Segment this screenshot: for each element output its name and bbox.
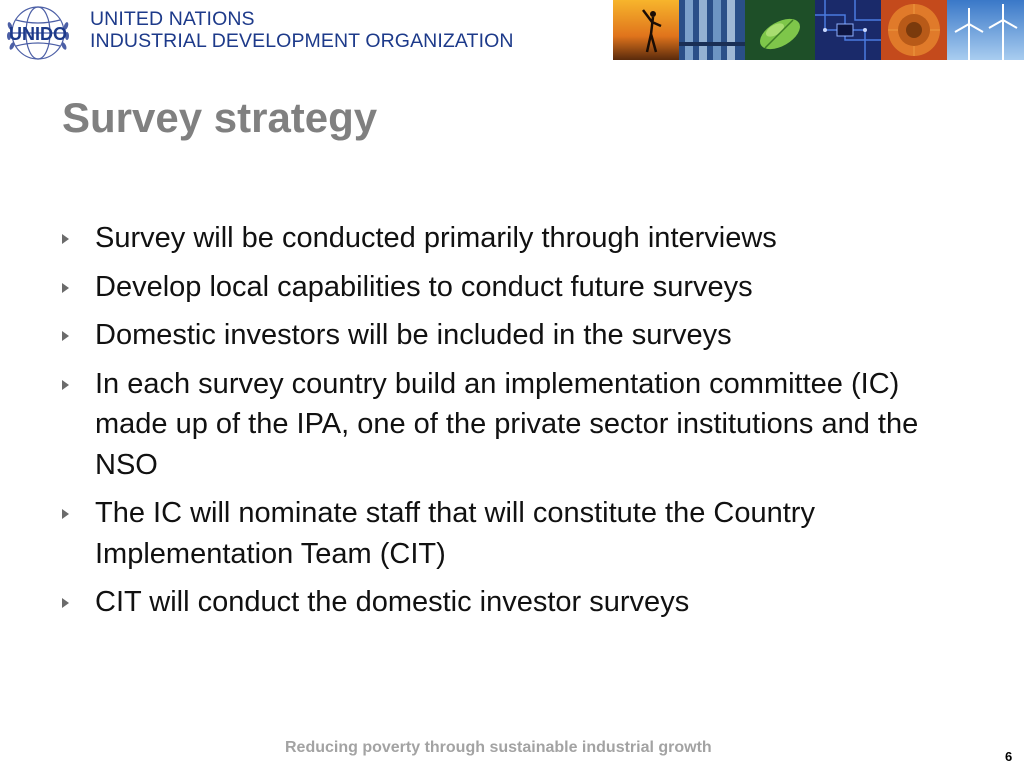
bullet-item (62, 493, 962, 574)
triangle-bullet-icon (62, 234, 69, 244)
photo-green-leaf (745, 0, 815, 60)
organization-name (90, 8, 514, 52)
triangle-bullet-icon (62, 598, 69, 608)
bullet-item (62, 582, 962, 623)
org-name-line1: UNITED NATIONS (90, 8, 255, 30)
photo-wind-turbines (947, 0, 1024, 60)
photo-sunflower (881, 0, 947, 60)
unido-logo (4, 4, 72, 62)
logo-text: UNIDO (9, 24, 67, 44)
org-name-line2: INDUSTRIAL DEVELOPMENT ORGANIZATION (90, 30, 514, 52)
bullet-text: Develop local capabilities to conduct future surveys (95, 270, 753, 303)
page-number: 6 (1005, 749, 1013, 764)
bullet-text: CIT will conduct the domestic investor surveys (95, 586, 690, 618)
photo-test-tubes (679, 0, 745, 60)
bullet-item (62, 315, 962, 356)
triangle-bullet-icon (62, 283, 69, 293)
triangle-bullet-icon (62, 331, 69, 341)
header-photo-strip (613, 0, 1024, 60)
photo-child-sunset (613, 0, 679, 60)
bullet-item (62, 267, 962, 308)
bullet-text: Domestic investors will be included in the surveys (95, 319, 732, 351)
slide-header (0, 0, 1024, 62)
bullet-item (62, 218, 962, 259)
bullet-text: In each survey country build an implementation committee (IC) made up of the IPA, one of the private sector institutions and the NSO (95, 367, 919, 481)
bullet-list (62, 218, 962, 631)
triangle-bullet-icon (62, 509, 69, 519)
footer-tagline: Reducing poverty through sustainable industrial growth (285, 739, 712, 756)
triangle-bullet-icon (62, 380, 69, 390)
bullet-text: Survey will be conducted primarily through interviews (95, 222, 777, 254)
photo-circuit-board (815, 0, 881, 60)
slide-title: Survey strategy (62, 94, 378, 141)
bullet-text: The IC will nominate staff that will constitute the Country Implementation Team (CIT) (95, 497, 815, 570)
bullet-item (62, 364, 962, 486)
